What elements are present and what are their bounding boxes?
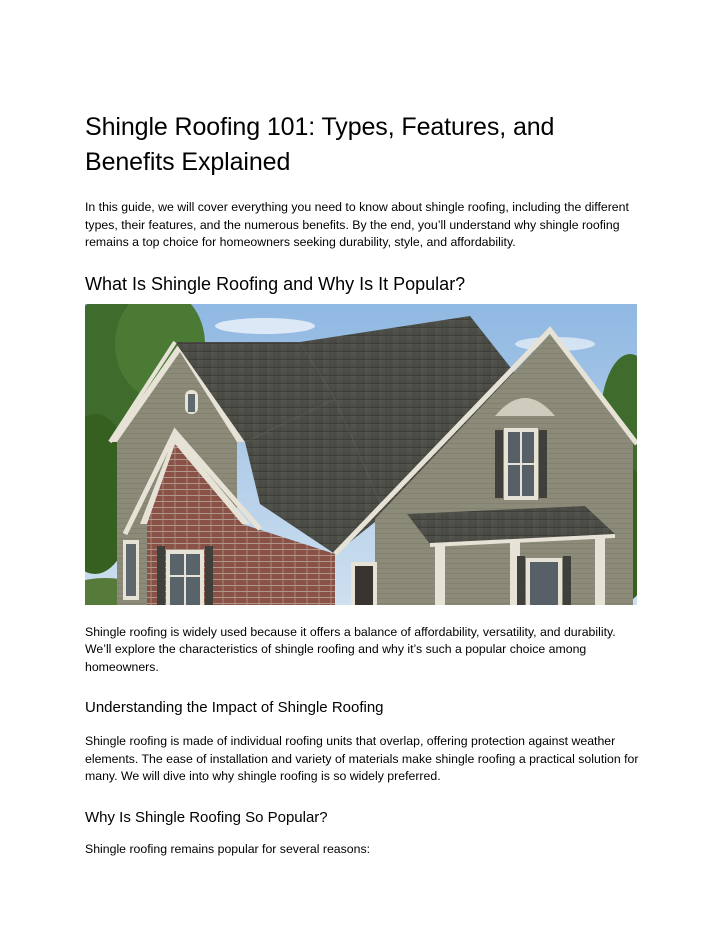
section2-paragraph: Shingle roofing is made of individual roofing units that overlap, offering protection against weather elements. The ease of installation and variety of materials make shingle roofing a practical solution for many. We will dive into why shingle roofing is so widely preferred. [85, 734, 639, 783]
subheading-why-popular: Why Is Shingle Roofing So Popular? [85, 808, 328, 826]
article-title: Shingle Roofing 101: Types, Features, and Benefits Explained [85, 113, 555, 176]
section1-paragraph: Shingle roofing is widely used because it offers a balance of affordability, versatility, and durability. We’ll explore the characteristics of shingle roofing and why it’s such a popular choice among homeowners. [85, 624, 616, 674]
section3-paragraph: Shingle roofing remains popular for several reasons: [85, 841, 371, 856]
section-heading-what-is-shingle-roofing: What Is Shingle Roofing and Why Is It Popular? [85, 273, 466, 294]
front-door [351, 562, 377, 605]
house-roof-photo [85, 304, 637, 605]
intro-paragraph: In this guide, we will cover everything you need to know about shingle roofing, including the different types, their features, and the numerous benefits. By the end, you’ll understand why shingle roofing remains a top choice for homeowners seeking durability, style, and affordability. [85, 200, 629, 249]
subheading-understanding-impact: Understanding the Impact of Shingle Roofing [85, 699, 384, 716]
article-body [85, 110, 640, 858]
